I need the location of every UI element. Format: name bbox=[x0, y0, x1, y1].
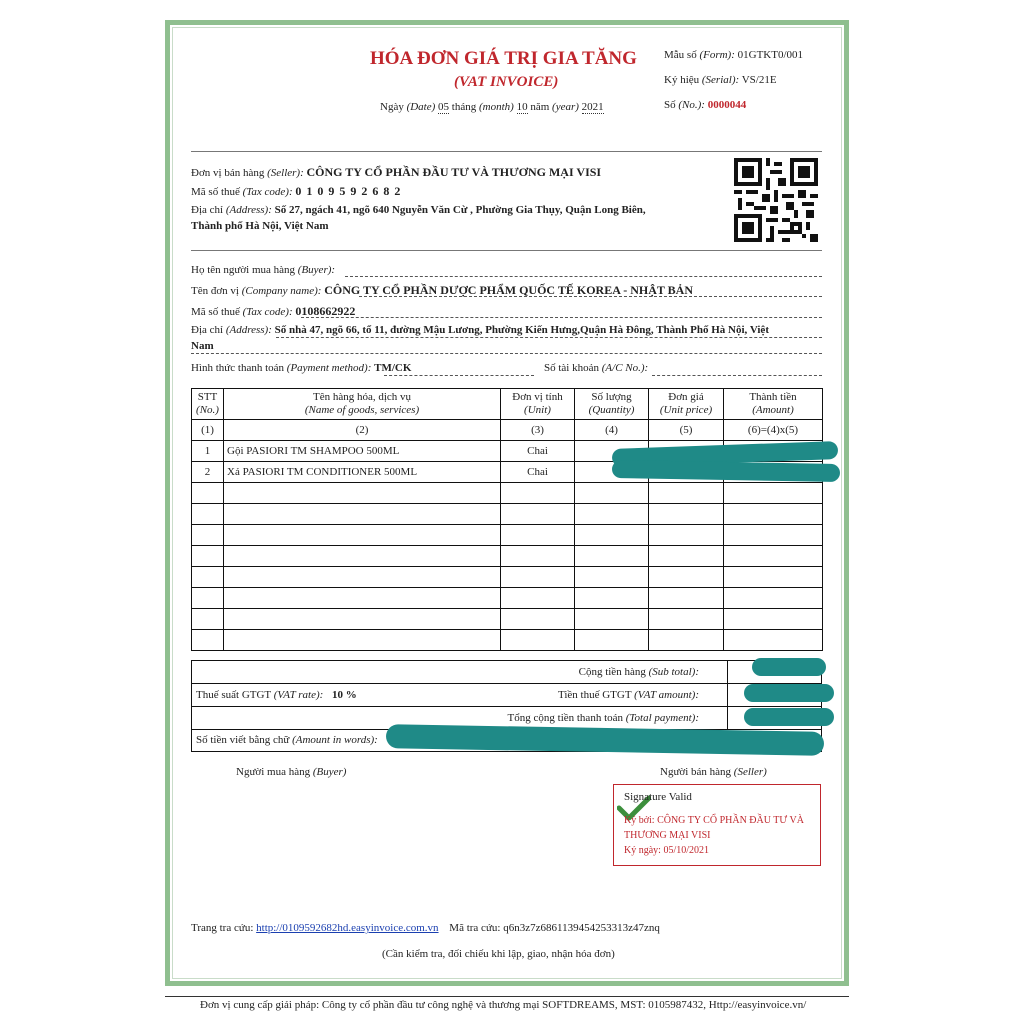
buyer-name-line bbox=[345, 276, 822, 277]
form-number: Mẫu số (Form): 01GTKT0/001 bbox=[664, 49, 804, 61]
buyer-address: Địa chỉ (Address): Số nhà 47, ngõ 66, tổ 11, đường Mậu Lương, Phường Kiến Hưng,Quận Hà Đông, Thành Phố Hà Nội, Việt bbox=[191, 324, 769, 336]
subtotal-label: Cộng tiền hàng (Sub total): bbox=[578, 666, 699, 678]
table-index-row bbox=[192, 420, 823, 441]
redaction-mark bbox=[752, 658, 826, 676]
table-row bbox=[192, 609, 823, 630]
table-row bbox=[192, 567, 823, 588]
buyer-tax-line bbox=[301, 317, 822, 318]
vat-amount-label: Tiền thuế GTGT (VAT amount): bbox=[558, 689, 699, 701]
table-cell: 1 bbox=[192, 441, 224, 462]
buyer-address-line-2 bbox=[191, 353, 822, 354]
qr-code bbox=[734, 158, 818, 242]
lookup-link[interactable]: http://0109592682hd.easyinvoice.com.vn bbox=[256, 922, 439, 934]
footer-divider bbox=[165, 996, 849, 997]
account-number: Số tài khoản (A/C No.): bbox=[544, 362, 649, 374]
table-row bbox=[192, 483, 823, 504]
table-cell: (1) bbox=[192, 420, 224, 441]
signed-date: Ký ngày: 05/10/2021 bbox=[624, 845, 709, 856]
buyer-company: Tên đơn vị (Company name): CÔNG TY CỔ PHẦN DƯỢC PHẨM QUỐC TẾ KOREA - NHẬT BẢN bbox=[191, 283, 694, 297]
serial-number: Ký hiệu (Serial): VS/21E bbox=[664, 74, 777, 86]
lookup-line: Trang tra cứu: http://0109592682hd.easyinvoice.com.vn Mã tra cứu: q6n3z7z6861139454253313z47znq bbox=[191, 922, 660, 934]
invoice-subtitle: (VAT INVOICE) bbox=[454, 74, 559, 90]
seller-tax-code: Mã số thuế (Tax code): 0 1 0 9 5 9 2 6 8 2 bbox=[191, 184, 402, 198]
table-cell: 2 bbox=[192, 462, 224, 483]
col-header-no: STT (No.) bbox=[192, 389, 224, 420]
invoice-number: Số (No.): 0000044 bbox=[664, 99, 747, 111]
vat-row bbox=[192, 683, 821, 706]
digital-signature-box bbox=[613, 784, 821, 866]
table-cell: (6)=(4)x(5) bbox=[724, 420, 823, 441]
table-row bbox=[192, 546, 823, 567]
invoice-title: HÓA ĐƠN GIÁ TRỊ GIA TĂNG bbox=[370, 48, 637, 69]
buyer-address-line2: Nam bbox=[191, 340, 214, 352]
table-header-row bbox=[192, 389, 823, 420]
col-header-price: Đơn giá (Unit price) bbox=[649, 389, 724, 420]
provider-note: Đơn vị cung cấp giải pháp: Công ty cổ phần đầu tư công nghệ và thương mại SOFTDREAMS, MST: 0105987432, Http://easyinvoice.vn/ bbox=[200, 999, 807, 1011]
seller-divider bbox=[191, 250, 822, 251]
col-header-name: Tên hàng hóa, dịch vụ (Name of goods, services) bbox=[224, 389, 501, 420]
signed-by-line2: THƯƠNG MẠI VISI bbox=[624, 830, 711, 841]
table-cell: Gội PASIORI TM SHAMPOO 500ML bbox=[224, 441, 501, 462]
buyer-company-line bbox=[359, 296, 822, 297]
table-cell: (3) bbox=[501, 420, 575, 441]
table-row bbox=[192, 525, 823, 546]
table-cell: Xả PASIORI TM CONDITIONER 500ML bbox=[224, 462, 501, 483]
redaction-mark bbox=[744, 708, 834, 726]
total-label: Tổng cộng tiền thanh toán (Total payment): bbox=[507, 712, 699, 724]
buyer-name: Họ tên người mua hàng (Buyer): bbox=[191, 264, 336, 276]
table-cell: Chai bbox=[501, 441, 575, 462]
verification-note: (Cần kiểm tra, đối chiếu khi lập, giao, nhận hóa đơn) bbox=[382, 948, 615, 960]
invoice-date: Ngày (Date) 05 tháng (month) 10 năm (year) 2021 bbox=[380, 101, 604, 113]
table-cell: (5) bbox=[649, 420, 724, 441]
items-table bbox=[191, 388, 823, 651]
table-cell: (4) bbox=[575, 420, 649, 441]
payment-line bbox=[384, 375, 534, 376]
table-row bbox=[192, 588, 823, 609]
signature-valid-title: Signature Valid bbox=[624, 791, 692, 803]
buyer-tax-code: Mã số thuế (Tax code): 0108662922 bbox=[191, 304, 356, 318]
account-line bbox=[652, 375, 822, 376]
seller-address-line2: Thành phố Hà Nội, Việt Nam bbox=[191, 220, 329, 232]
table-row bbox=[192, 504, 823, 525]
vat-rate: Thuế suất GTGT (VAT rate): 10 % bbox=[196, 689, 357, 701]
col-header-quantity: Số lượng (Quantity) bbox=[575, 389, 649, 420]
buyer-signature-label: Người mua hàng (Buyer) bbox=[236, 766, 347, 778]
subtotal-row bbox=[192, 660, 821, 683]
amount-words-label: Số tiền viết bằng chữ (Amount in words): bbox=[196, 734, 378, 746]
col-header-amount: Thành tiền (Amount) bbox=[724, 389, 823, 420]
header-divider bbox=[191, 151, 822, 152]
buyer-address-line bbox=[276, 337, 822, 338]
seller-name: Đơn vị bán hàng (Seller): CÔNG TY CỔ PHẦN ĐẦU TƯ VÀ THƯƠNG MẠI VISI bbox=[191, 165, 602, 179]
table-cell: (2) bbox=[224, 420, 501, 441]
col-header-unit: Đơn vị tính (Unit) bbox=[501, 389, 575, 420]
table-cell: Chai bbox=[501, 462, 575, 483]
redaction-mark bbox=[744, 684, 834, 702]
seller-address: Địa chỉ (Address): Số 27, ngách 41, ngõ 640 Nguyễn Văn Cừ , Phường Gia Thụy, Quận Long Biên, bbox=[191, 204, 646, 216]
seller-signature-label: Người bán hàng (Seller) bbox=[660, 766, 767, 778]
signed-by: Ký bởi: CÔNG TY CỔ PHẦN ĐẦU TƯ VÀ bbox=[624, 815, 804, 826]
payment-method: Hình thức thanh toán (Payment method): TM/CK bbox=[191, 362, 412, 374]
table-row bbox=[192, 630, 823, 651]
